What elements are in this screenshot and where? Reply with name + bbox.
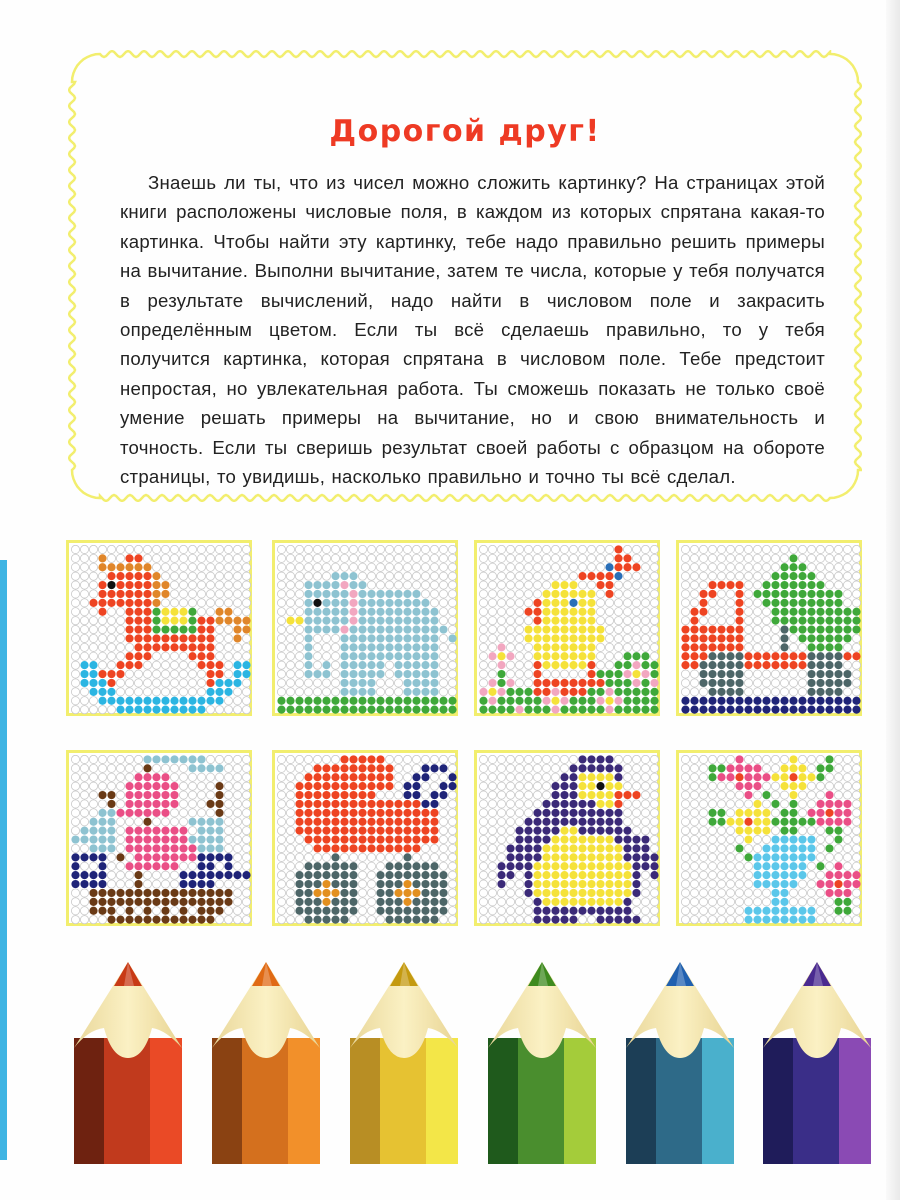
grid-pram xyxy=(272,750,458,926)
intro-frame xyxy=(68,50,862,502)
intro-title: Дорогой друг! xyxy=(329,114,601,149)
grid-truck-tree xyxy=(676,540,862,716)
pencil-orange xyxy=(212,958,320,1164)
pencil-purple xyxy=(763,958,871,1164)
pencil-red xyxy=(74,958,182,1164)
pencil-row xyxy=(0,950,900,1180)
grid-chick xyxy=(474,540,660,716)
intro-paragraph: Знаешь ли ты, что из чисел можно сложить картинку? На страницах этой книги расположены числовые поля, в каждом из которых спрятана какая-то картинка. Чтобы найти эту картинку, тебе надо правильно решить примеры на вычитание. Выполни вычитание, затем те числа, которые у тебя получатся в результате вычислений, надо найти в числовом поле и закрасить определённым цветом. Если ты всё сделаешь правильно, то у тебя получится картинка, которая спрятана в числовом поле. Тебе предстоит непростая, но увлекательная работа. Ты сможешь показать не только своё умение решать примеры на вычитание, но и свою внимательность и точность. Если ты сверишь результат своей работы с образцом на обороте страницы, то увидишь, насколько правильно и точно ты всё сделал. xyxy=(120,172,825,488)
grid-sailboat xyxy=(66,750,252,926)
grid-flower-vase xyxy=(676,750,862,926)
grid-elephant xyxy=(272,540,458,716)
pencil-green xyxy=(488,958,596,1164)
grid-penguin xyxy=(474,750,660,926)
grid-rocking-horse xyxy=(66,540,252,716)
pencil-blue xyxy=(626,958,734,1164)
pencil-yellow xyxy=(350,958,458,1164)
